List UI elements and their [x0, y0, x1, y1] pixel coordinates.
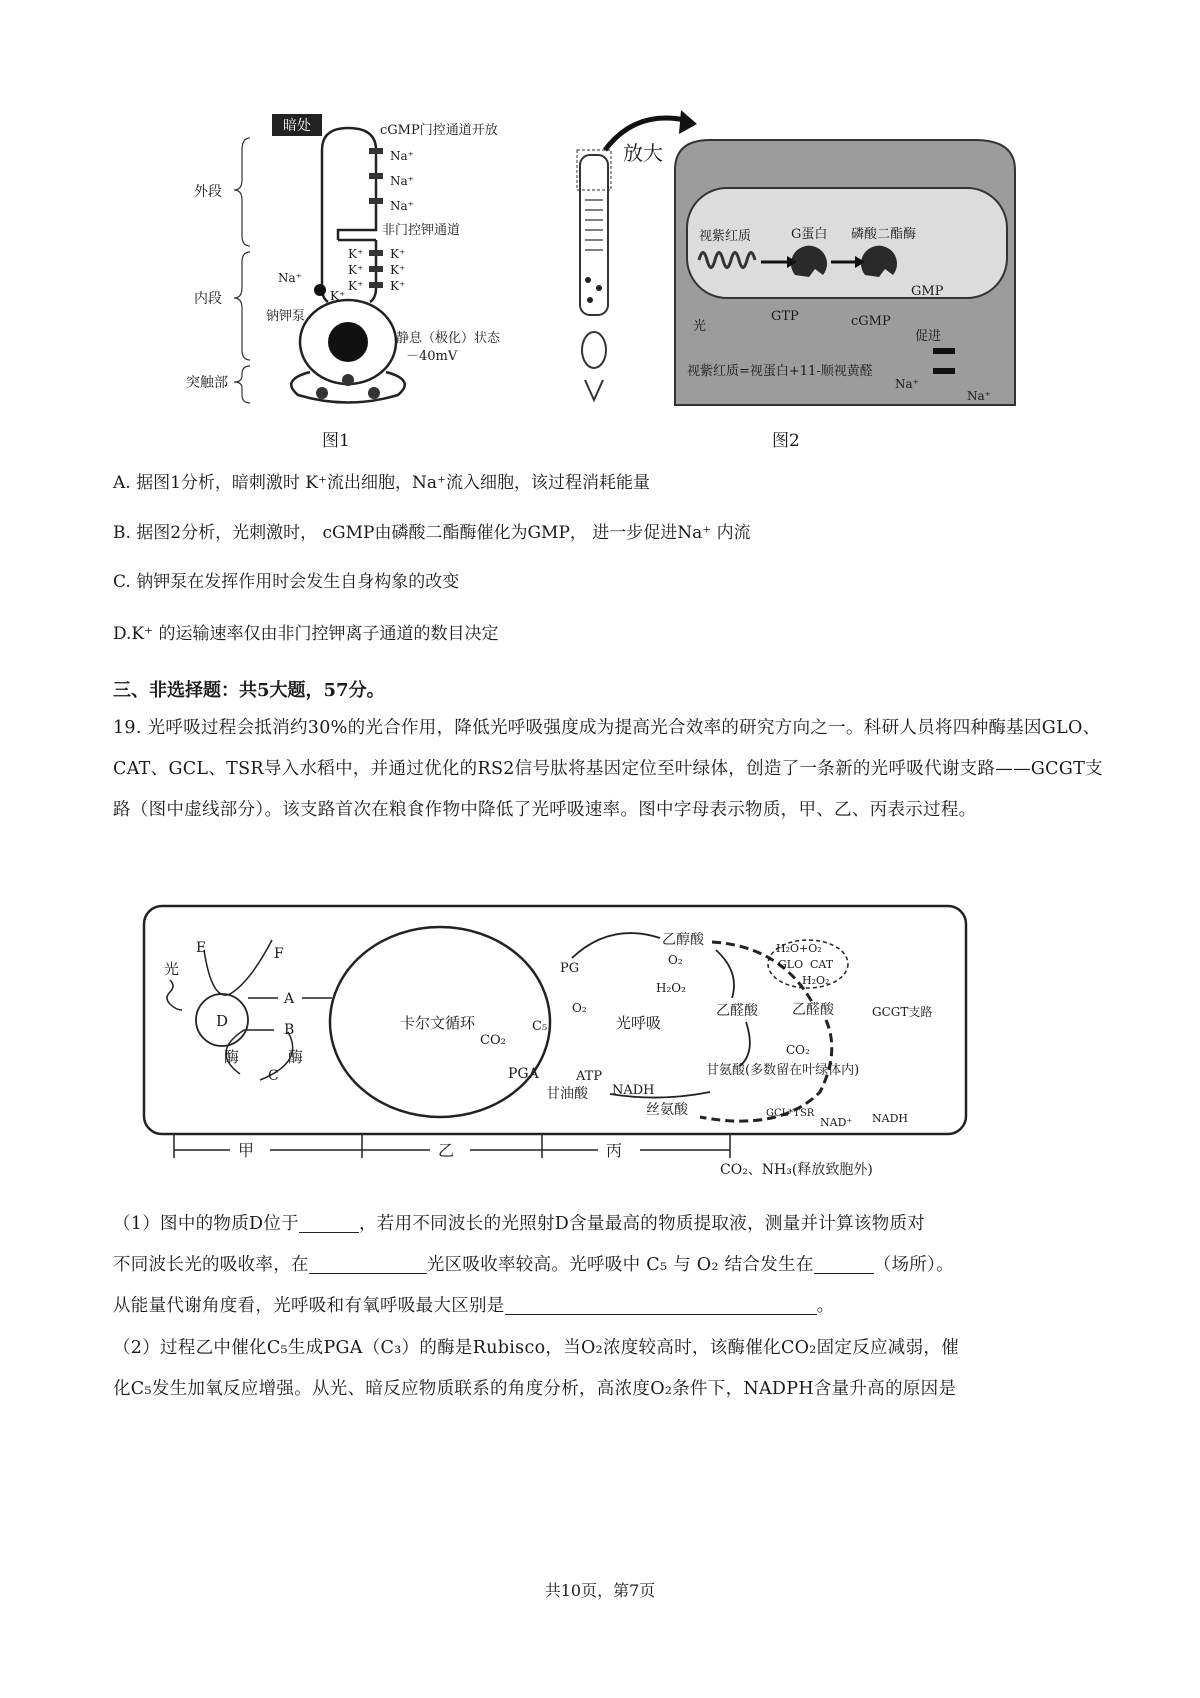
na-in-label: Na⁺ [967, 389, 991, 403]
glyoxylate-label-1: 乙醛酸 [716, 1003, 758, 1019]
na-out-label: Na⁺ [895, 377, 919, 391]
outer-brace [234, 138, 250, 246]
page-footer: 共10页，第7页 [544, 1581, 656, 1600]
answer-blank-1[interactable] [299, 1214, 359, 1233]
label-b: B [284, 1022, 295, 1038]
figure-1-rod-cell-diagram [180, 110, 560, 420]
k-label-6: K⁺ [390, 279, 406, 293]
label-c: C [268, 1068, 279, 1084]
k-label-4: K⁺ [390, 247, 406, 261]
option-b: B. 据图2分析，光刺激时， cGMP由磷酸二酯酶催化为GMP， 进一步促进Na⁺ 内流 [113, 523, 751, 543]
serine-label: 丝氨酸 [646, 1102, 688, 1118]
c5-label: C₅ [532, 1019, 548, 1034]
glycerate-label: 甘油酸 [546, 1086, 588, 1102]
inner-brace [234, 252, 250, 360]
cat-label: CAT [810, 958, 834, 971]
na-label-3: Na⁺ [390, 199, 414, 213]
answer-blank-2[interactable] [309, 1255, 427, 1274]
promote-label: 促进 [915, 329, 942, 344]
pump-na-label: Na⁺ [278, 271, 302, 285]
gmp-label: GMP [911, 284, 944, 299]
k-label-5: K⁺ [390, 263, 406, 277]
enzyme-label-1: 酶 [224, 1048, 240, 1066]
question-19-stem: 19. 光呼吸过程会抵消约30%的光合作用，降低光呼吸强度成为提高光合效率的研究方向之一。科研人员将四种酶基因GLO、CAT、GCL、TSR导入水稻中，并通过优化的RS2信号肽将基因定位至叶绿体，创造了一条新的光呼吸代谢支路——GCGT支路（图中虚线部分）。该支路首次在粮食作物中降低了光呼吸速率。图中字母表示物质，甲、乙、丙表示过程。 [113, 718, 1103, 820]
k-label-3: K⁺ [348, 279, 364, 293]
o2-label: O₂ [572, 1001, 587, 1015]
gcl-tsr-label: GCL*TSR [766, 1108, 815, 1119]
section-heading: 三、非选择题：共5大题，57分。 [113, 680, 385, 701]
non-gated-label: 非门控钾通道 [382, 223, 461, 238]
cgmp-open-label: cGMP门控通道开放 [380, 123, 498, 138]
k-channels [369, 250, 383, 288]
pump-k-label: K⁺ [330, 289, 346, 303]
label-a: A [284, 991, 295, 1007]
glyoxylate-label-2: 乙醛酸 [792, 1002, 834, 1018]
pump-label: 钠钾泵 [266, 309, 306, 324]
pga-label: PGA [508, 1066, 539, 1082]
answer-blank-3[interactable] [814, 1255, 874, 1274]
release-label: CO₂、NH₃(释放致胞外) [720, 1162, 873, 1178]
na-label-1: Na⁺ [390, 149, 414, 163]
option-d: D.K⁺ 的运输速率仅由非门控钾离子通道的数目决定 [113, 624, 499, 644]
rhodopsin-formula: 视紫红质=视蛋白+11-顺视黄醛 [687, 364, 873, 379]
h2o2-label: H₂O₂ [656, 981, 686, 995]
atp-label: ATP [576, 1069, 603, 1084]
resting-state-label: 静息（极化）状态 [396, 331, 501, 346]
magnify-label: 放大 [623, 141, 663, 165]
gtp-label: GTP [771, 309, 799, 324]
gcgt-label: GCGT支路 [872, 1005, 933, 1019]
cgmp-label: cGMP [851, 314, 891, 329]
h2o-o2-label: H₂O+O₂ [776, 942, 822, 955]
label-d: D [216, 1012, 229, 1030]
o2-label-2: O₂ [668, 953, 683, 967]
option-c: C. 钠钾泵在发挥作用时会发生自身构象的改变 [113, 572, 460, 592]
glo-label: GLO [778, 958, 804, 971]
na-label-2: Na⁺ [390, 174, 414, 188]
k-label-2: K⁺ [348, 263, 364, 277]
pde-label: 磷酸二酯酶 [851, 227, 917, 242]
co2-label-2: CO₂ [786, 1043, 810, 1057]
calvin-cycle-label: 卡尔文循环 [400, 1014, 476, 1032]
light-label-2: 光 [693, 319, 707, 334]
nucleus [328, 322, 368, 362]
process-yi-label: 乙 [438, 1141, 455, 1160]
small-rod-cell [580, 155, 608, 315]
sub-question-2: （2）过程乙中催化C₅生成PGA（C₃）的酶是Rubisco，当O₂浓度较高时，该酶催化CO₂固定反应减弱，催 化C₅发生加氧反应增强。从光、暗反应物质联系的角度分析，高浓度O₂条件下，NADPH含量升高的原因是 [113, 1338, 960, 1399]
g-protein-label: G蛋白 [791, 227, 828, 242]
rhodopsin-label: 视紫红质 [699, 229, 752, 244]
inner-segment-label: 内段 [194, 291, 222, 307]
outer-segment-membrane [322, 128, 376, 240]
glycine-label: 甘氨酸(多数留在叶绿体内) [706, 1063, 860, 1078]
light-label: 光 [164, 960, 180, 978]
figure-3-photorespiration-diagram [140, 902, 975, 1192]
enzyme-label-2: 酶 [288, 1048, 304, 1066]
process-jia-label: 甲 [238, 1141, 255, 1160]
synapse-label: 突触部 [186, 375, 228, 391]
nad-label: NAD⁺ [820, 1116, 853, 1129]
nadh-label-2: NADH [872, 1112, 908, 1125]
outer-segment-label: 外段 [194, 184, 222, 200]
label-f: F [274, 946, 284, 962]
voltage-label: －40mV [406, 349, 458, 364]
na-k-pump [314, 284, 326, 296]
nadh-label: NADH [612, 1083, 655, 1098]
k-label-1: K⁺ [348, 247, 364, 261]
photorespiration-label: 光呼吸 [616, 1014, 662, 1032]
figure-2-phototransduction-diagram [575, 110, 1020, 410]
dark-label: 暗处 [283, 118, 311, 134]
figure-2-caption: 图2 [772, 431, 800, 451]
label-e: E [196, 940, 207, 956]
sub-question-1: （1）图中的物质D位于 ，若用不同波长的光照射D含量最高的物质提取液，测量并计算该物质对 不同波长光的吸收率，在 光区吸收率较高。光呼吸中 C₅ 与 O₂ 结合发生在 （场所）。 从能量代谢角度看，光呼吸和有氧呼吸最大区别是 。 [113, 1214, 954, 1316]
answer-blank-4[interactable] [505, 1296, 817, 1315]
figure-1-caption: 图1 [322, 431, 350, 451]
option-a: A. 据图1分析，暗刺激时 K⁺流出细胞，Na⁺流入细胞，该过程消耗能量 [113, 473, 650, 493]
glycolate-label: 乙醇酸 [662, 932, 704, 948]
co2-label: CO₂ [480, 1033, 506, 1048]
h2o2-label-2: H₂O₂ [802, 974, 830, 987]
pg-label: PG [560, 961, 580, 976]
process-bing-label: 丙 [606, 1141, 623, 1160]
synapse-brace [234, 366, 250, 403]
